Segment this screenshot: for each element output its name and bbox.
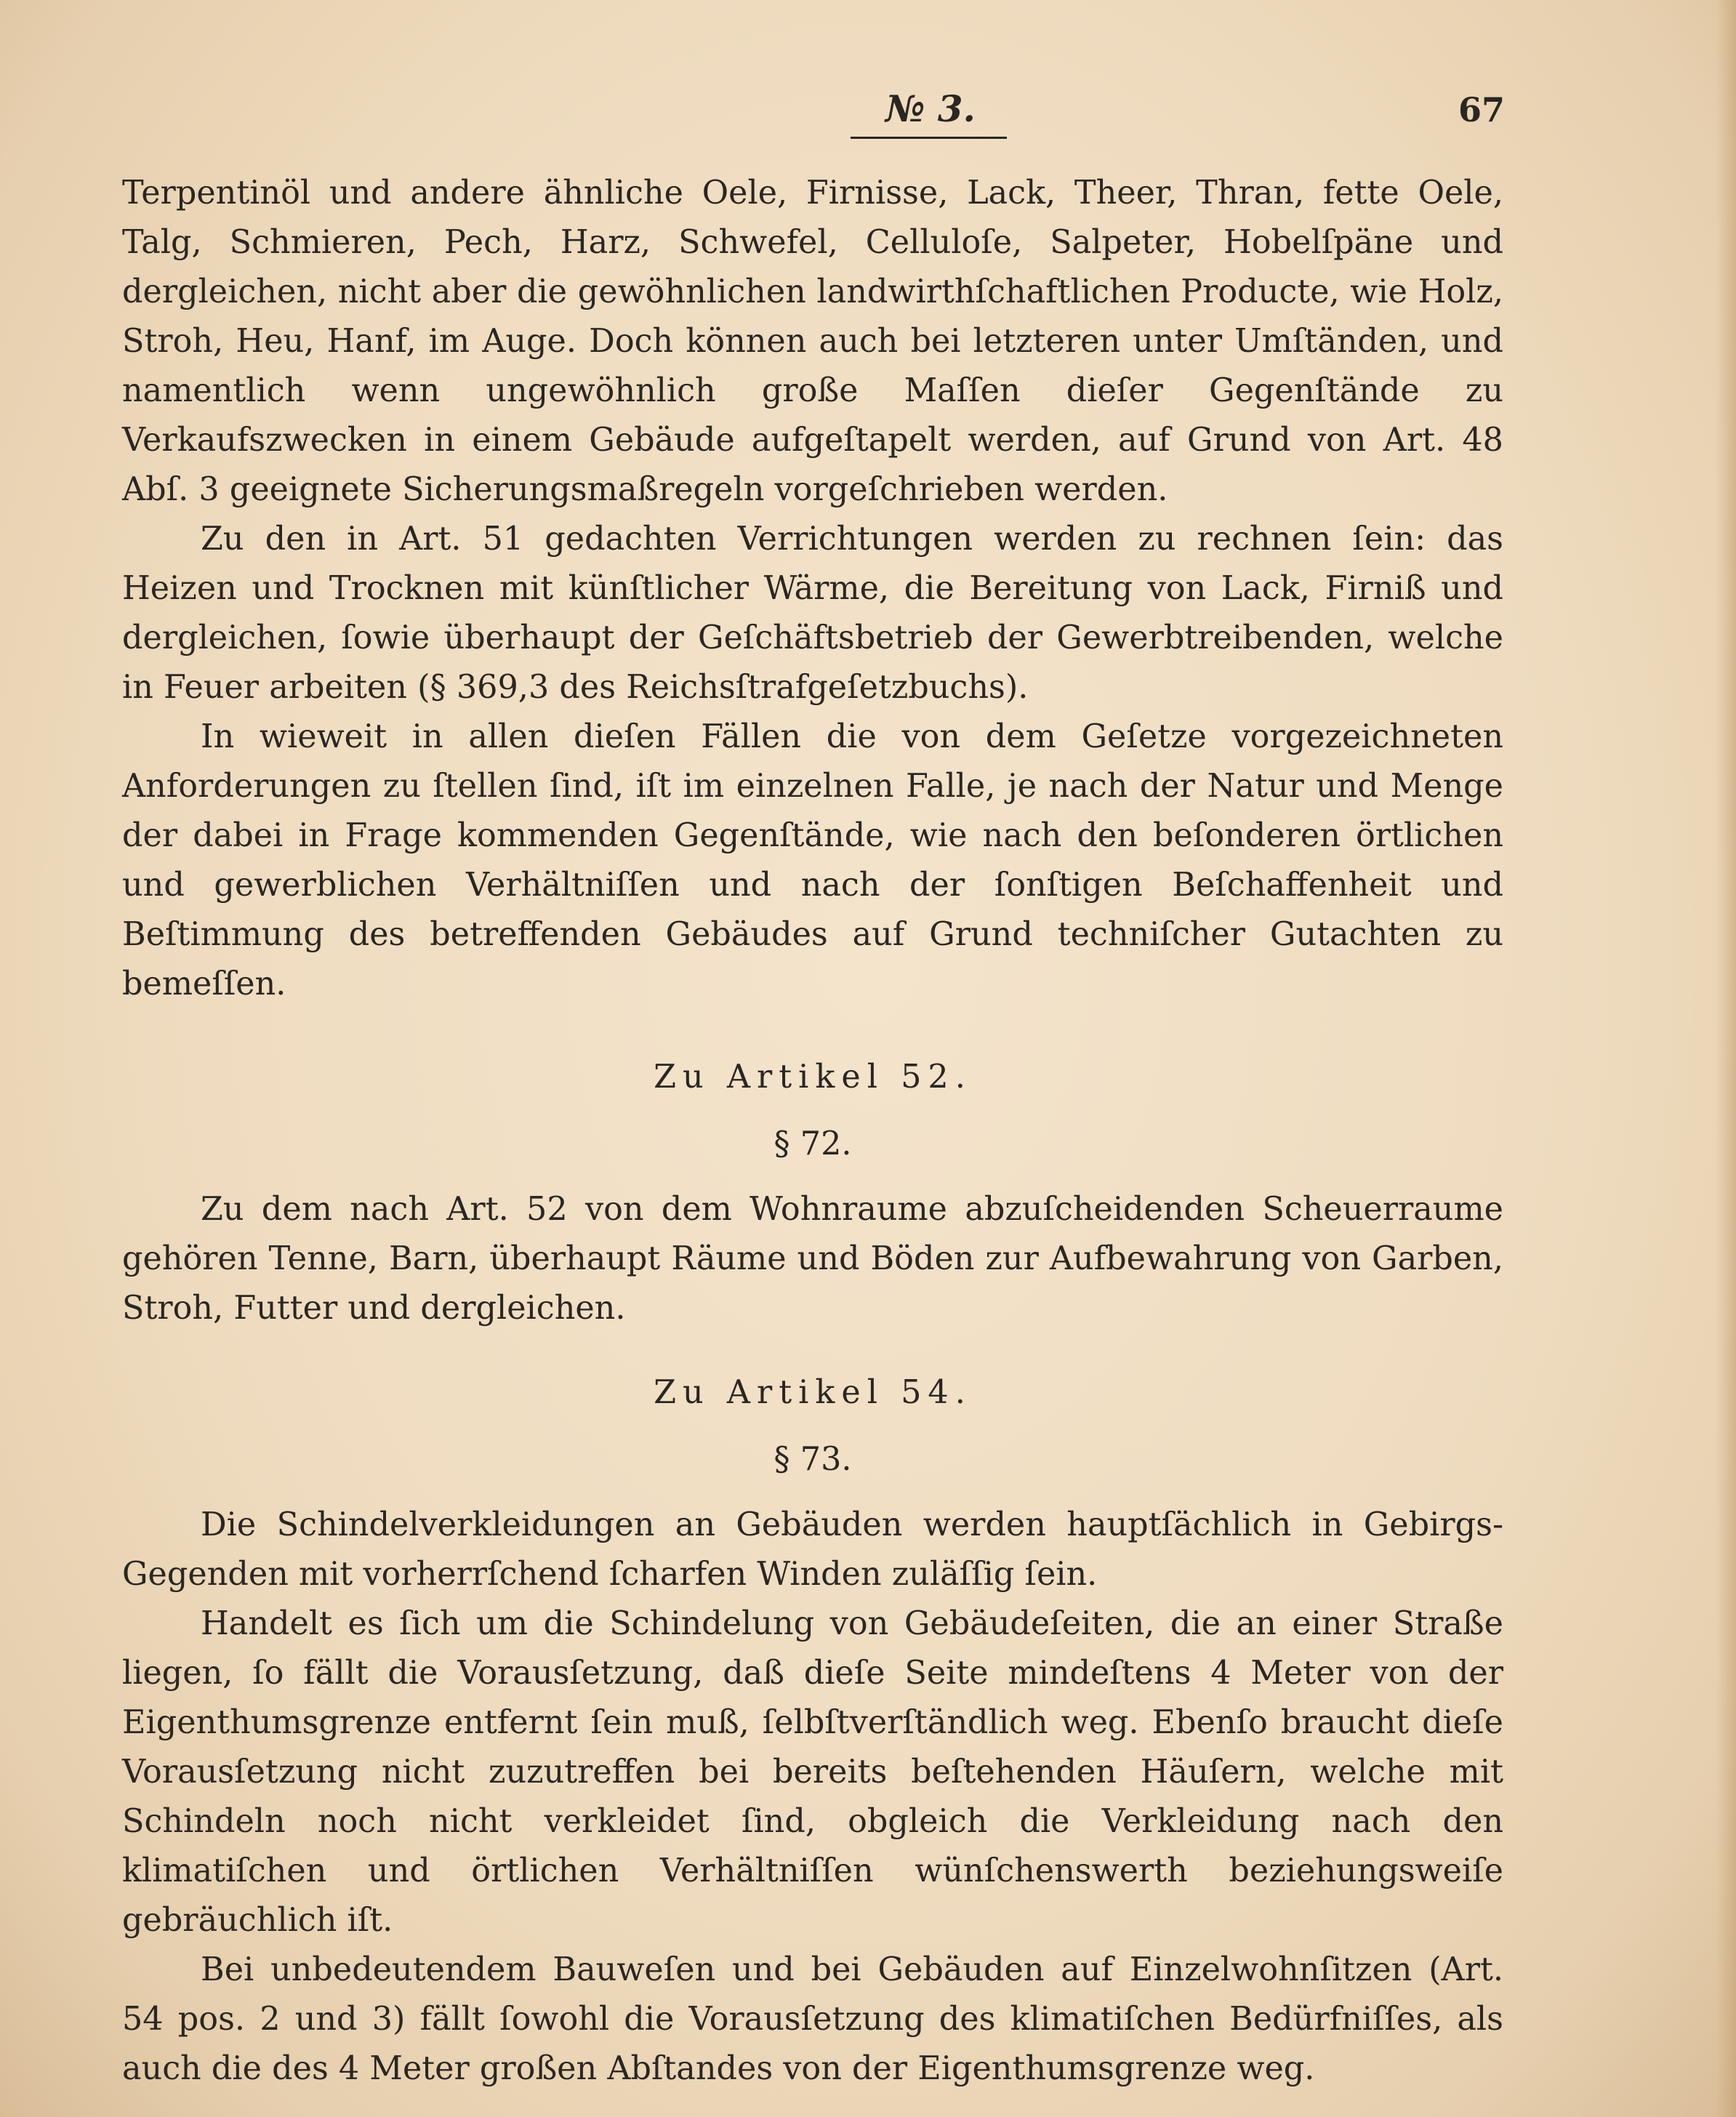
paragraph-continuation: Terpentinöl und andere ähnliche Oele, Firnisse, Lack, Theer, Thran, fette Oele, Talg, Schmieren, Pech, Harz, Schwefel, Celluloſe, Salpeter, Hobelſpäne und dergleichen, nicht aber die gewöhnlichen landwirthſchaftlichen Producte, wie Holz, Stroh, Heu, Hanf, im Auge. Doch können auch bei letzteren unter Umſtänden, und namentlich wenn ungewöhnlich große Maſſen dieſer Gegenſtände zu Verkaufszwecken in einem Gebäude aufgeſtapelt werden, auf Grund von Art. 48 Abſ. 3 geeignete Sicherungsmaßregeln vorgeſchrieben werden. xyxy=(122,174,1503,508)
paragraph-schindel: Die Schindelverkleidungen an Gebäuden werden hauptſächlich in Gebirgs-Gegenden mit vorherrſchend ſcharfen Winden zuläſſig ſein. xyxy=(122,1506,1503,1593)
spacer xyxy=(122,1485,1503,1501)
issue-number-underline xyxy=(851,137,1007,139)
spacer xyxy=(122,1102,1503,1120)
body-text xyxy=(122,169,1503,2094)
heading-artikel-52: Zu Artikel 52. xyxy=(654,1058,972,1096)
spacer xyxy=(122,1418,1503,1435)
paragraph-requirements: In wieweit in allen dieſen Fällen die von dem Geſetze vorgezeichneten Anforderungen zu ſtellen ſind, iſt im einzelnen Falle, je nach der Natur und Menge der dabei in Frage kommenden Gegenſtände, wie nach den beſonderen örtlichen und gewerblichen Verhältniſſen und nach der ſonſtigen Beſchaffenheit und Beſtimmung des betreffenden Gebäudes auf Grund techniſcher Gutachten zu bemeſſen. xyxy=(122,718,1503,1003)
paragraph-bauwesen: Bei unbedeutendem Bauweſen und bei Gebäuden auf Einzelwohnſitzen (Art. 54 pos. 2 und 3) fällt ſowohl die Vorausſetzung des klimatiſchen Bedürfniſſes, als auch die des 4 Meter großen Abſtandes von der Eigenthumsgrenze weg. xyxy=(122,1951,1503,2087)
spacer xyxy=(122,1169,1503,1185)
spacer xyxy=(122,1009,1503,1053)
page-header xyxy=(116,80,1505,145)
heading-artikel-54: Zu Artikel 54. xyxy=(654,1374,972,1411)
paragraph-strasse: Handelt es ſich um die Schindelung von Gebäudeſeiten, die an einer Straße liegen, ſo fällt die Vorausſetzung, daß dieſe Seite mindeſtens 4 Meter von der Eigenthumsgrenze entfernt ſein muß, ſelbſtverſtändlich weg. Ebenſo braucht dieſe Vorausſetzung nicht zuzutreffen bei bereits beſtehenden Häuſern, welche mit Schindeln noch nicht verkleidet ſind, obgleich die Verkleidung nach den klimatiſchen und örtlichen Verhältniſſen wünſchenswerth beziehungsweiſe gebräuchlich iſt. xyxy=(122,1605,1503,1939)
issue-number: № 3. xyxy=(885,87,976,130)
paragraph-art52: Zu dem nach Art. 52 von dem Wohnraume abzuſcheidenden Scheuerraume gehören Tenne, Barn, überhaupt Räume und Böden zur Aufbewahrung von Garben, Stroh, Futter und dergleichen. xyxy=(122,1191,1503,1327)
section-72: § 72. xyxy=(773,1125,852,1162)
page-edge-shadow xyxy=(1716,0,1736,2117)
page-number: 67 xyxy=(1458,90,1505,129)
paragraph-art51: Zu den in Art. 51 gedachten Verrichtungen werden zu rechnen ſein: das Heizen und Trocknen mit künſtlicher Wärme, die Bereitung von Lack, Firniß und dergleichen, ſowie überhaupt der Geſchäftsbetrieb der Gewerbtreibenden, welche in Feuer arbeiten (§ 369,3 des Reichsſtrafgeſetzbuchs). xyxy=(122,521,1503,706)
section-73: § 73. xyxy=(773,1441,852,1478)
spacer xyxy=(122,1333,1503,1368)
